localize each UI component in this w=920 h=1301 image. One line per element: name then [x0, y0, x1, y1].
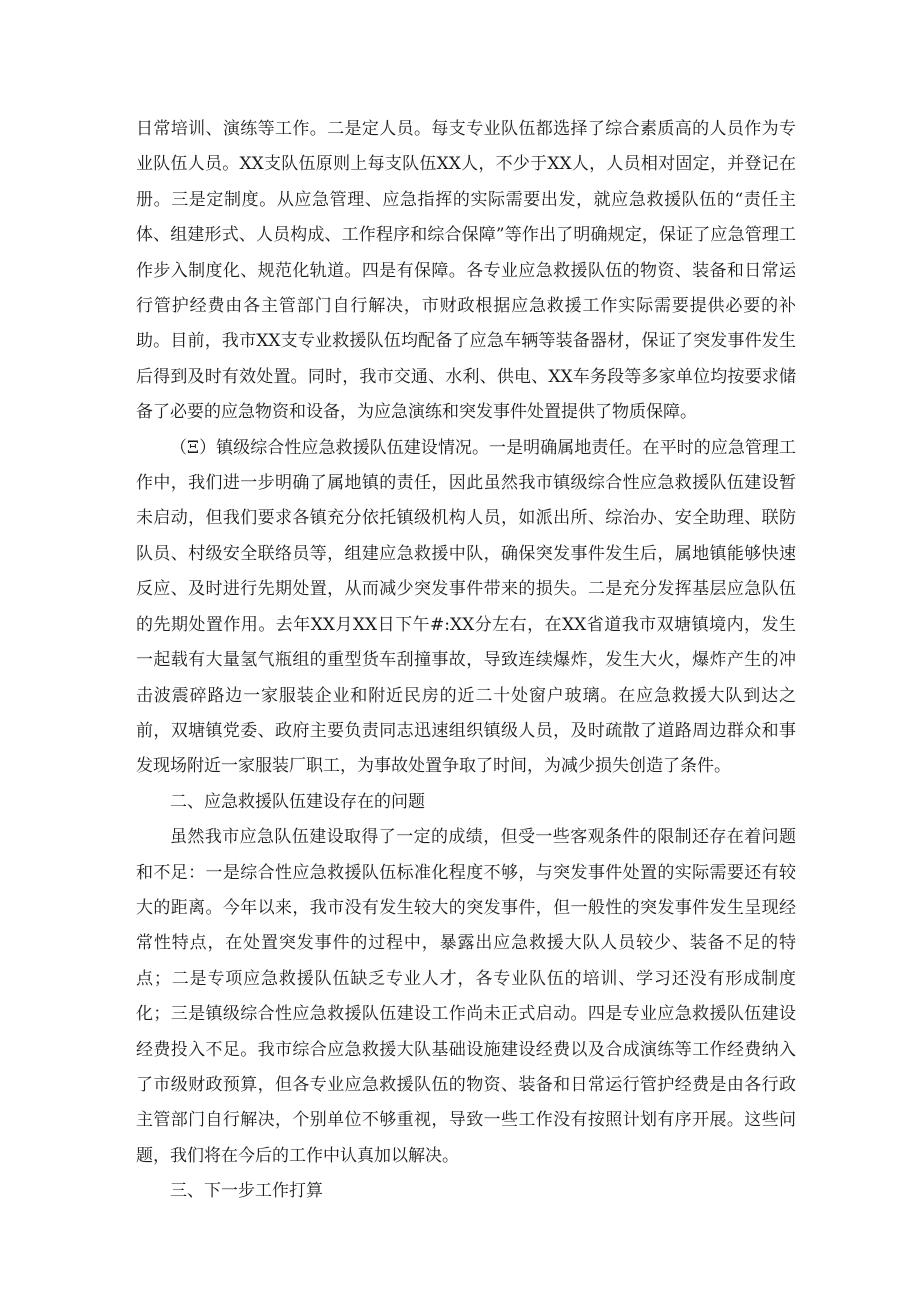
document-page — [136, 112, 796, 1210]
body-paragraph-3: 虽然我市应急队伍建设取得了一定的成绩，但受一些客观条件的限制还存在着问题和不足：一是综合性应急救援队伍标准化程度不够，与突发事件处置的实际需要还有较大的距离。今年以来，我市没有发生较大的突发事件，但一般性的突发事件发生呈现经常性特点，在处置突发事件的过程中，暴露出应急救援大队人员较少、装备不足的特点；二是专项应急救援队伍缺乏专业人才，各专业队伍的培训、学习还没有形成制度化；三是镇级综合性应急救援队伍建设工作尚未正式启动。四是专业应急救援队伍建设经费投入不足。我市综合应急救援大队基础设施建设经费以及合成演练等工作经费纳入了市级财政预算，但各专业应急救援队伍的物资、装备和日常运行管护经费是由各行政主管部门自行解决，个别单位不够重视，导致一些工作没有按照计划有序开展。这些问题，我们将在今后的工作中认真加以解决。 — [136, 827, 796, 1166]
body-paragraph-1: 日常培训、演练等工作。二是定人员。每支专业队伍都选择了综合素质高的人员作为专业队伍人员。XX支队伍原则上每支队伍XX人，不少于XX人，人员相对固定，并登记在册。三是定制度。从应急管理、应急指挥的实际需要出发，就应急救援队伍的“责任主体、组建形式、人员构成、工作程序和综合保障”等作出了明确规定，保证了应急管理工作步入制度化、规范化轨道。四是有保障。各专业应急救援队伍的物资、装备和日常运行管护经费由各主管部门自行解决，市财政根据应急救援工作实际需要提供必要的补助。目前，我市XX支专业救援队伍均配备了应急车辆等装备器材，保证了突发事件发生后得到及时有效处置。同时，我市交通、水利、供电、XX车务段等多家单位均按要求储备了必要的应急物资和设备，为应急演练和突发事件处置提供了物质保障。 — [136, 119, 796, 423]
body-paragraph-2: （Ξ）镇级综合性应急救援队伍建设情况。一是明确属地责任。在平时的应急管理工作中，我们进一步明确了属地镇的责任，因此虽然我市镇级综合性应急救援队伍建设暂未启动，但我们要求各镇充分依托镇级机构人员，如派出所、综治办、安全助理、联防队员、村级安全联络员等，组建应急救援中队，确保突发事件发生后，属地镇能够快速反应、及时进行先期处置，从而减少突发事件带来的损失。二是充分发挥基层应急队伍的先期处置作用。去年XX月XX日下午#:XX分左右，在XX省道我市双塘镇境内，发生一起载有大量氢气瓶组的重型货车刮撞事故，导致连续爆炸，发生大火，爆炸产生的冲击波震碎路边一家服装企业和附近民房的近二十处窗户玻璃。在应急救援大队到达之前，双塘镇党委、政府主要负责同志迅速组织镇级人员，及时疏散了道路周边群众和事发现场附近一家服装厂职工，为事故处置争取了时间，为减少损失创造了条件。 — [136, 437, 796, 777]
section-heading-2: 二、应急救援队伍建设存在的问题 — [170, 791, 425, 812]
section-heading-3: 三、下一步工作打算 — [170, 1181, 323, 1202]
